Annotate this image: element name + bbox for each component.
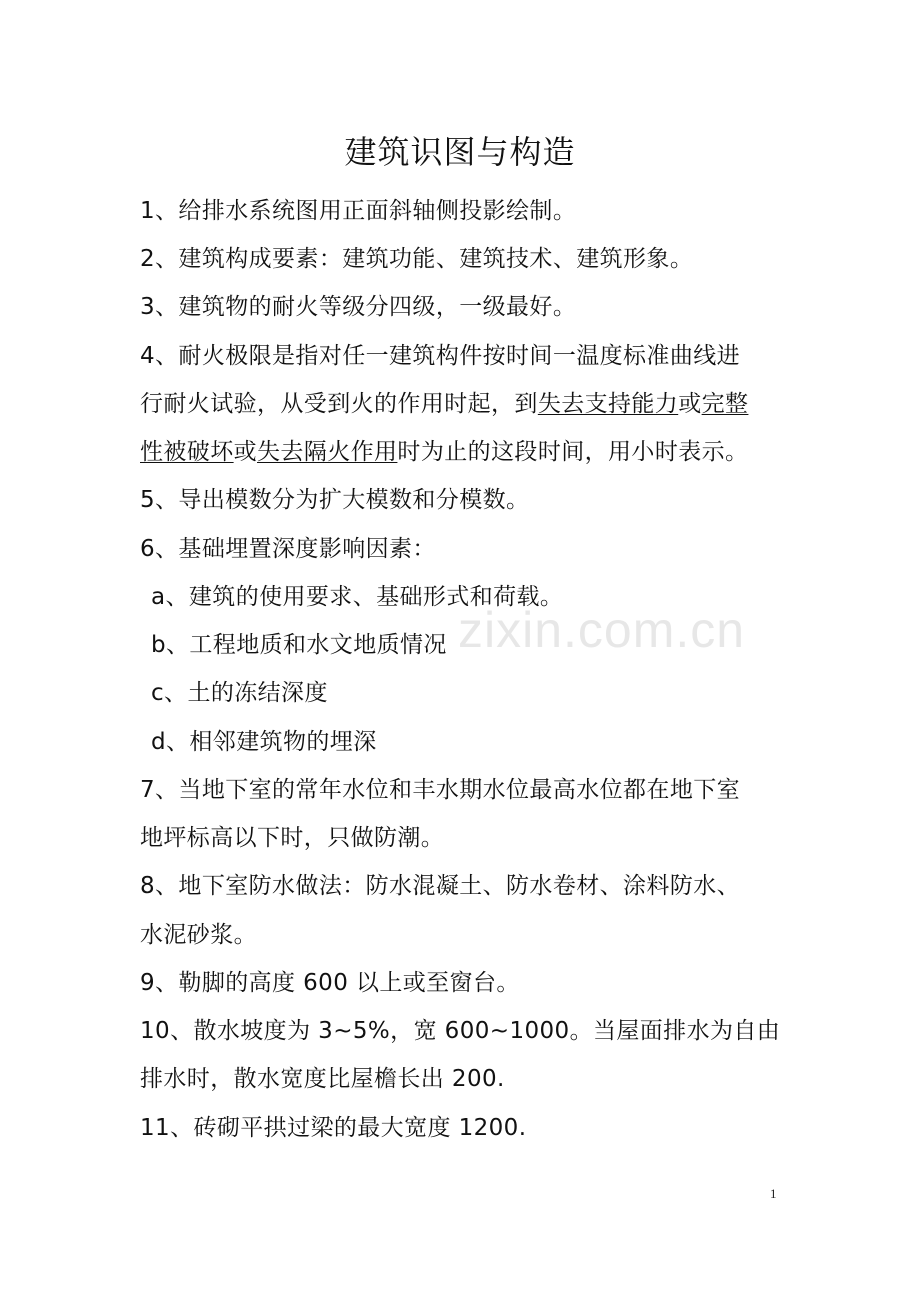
item-1: 1、给排水系统图用正面斜轴侧投影绘制。 bbox=[140, 198, 577, 224]
item-5: 5、导出模数分为扩大模数和分模数。 bbox=[140, 487, 530, 513]
page-number: 1 bbox=[770, 1186, 777, 1201]
underlined-term: 失去支持能力 bbox=[537, 391, 679, 417]
item-8-line-1: 8、地下室防水做法：防水混凝土、防水卷材、涂料防水、 bbox=[140, 873, 741, 899]
item-6-sub-b: b、工程地质和水文地质情况 bbox=[151, 632, 447, 658]
item-10-line-1: 10、散水坡度为 3~5%，宽 600~1000。当屋面排水为自由 bbox=[140, 1018, 781, 1044]
item-4-text: 时为止的这段时间，用小时表示。 bbox=[397, 439, 749, 465]
item-4-line-3 bbox=[140, 435, 748, 469]
item-11: 11、砖砌平拱过梁的最大宽度 1200. bbox=[140, 1115, 527, 1141]
item-9: 9、勒脚的高度 600 以上或至窗台。 bbox=[140, 970, 520, 996]
watermark: zixin.com.cn bbox=[458, 602, 746, 658]
item-7-line-2: 地坪标高以下时，只做防潮。 bbox=[140, 825, 445, 851]
item-6-sub-c: c、土的冻结深度 bbox=[151, 680, 328, 706]
item-6-sub-a: a、建筑的使用要求、基础形式和荷载。 bbox=[151, 584, 564, 610]
underlined-term: 失去隔火作用 bbox=[257, 439, 398, 465]
item-6-heading: 6、基础埋置深度影响因素： bbox=[140, 536, 436, 562]
underlined-term: 完整 bbox=[701, 391, 749, 417]
document-title: 建筑识图与构造 bbox=[344, 133, 576, 171]
item-7-line-1: 7、当地下室的常年水位和丰水期水位最高水位都在地下室 bbox=[140, 777, 741, 803]
item-10-line-2: 排水时，散水宽度比屋檐长出 200. bbox=[140, 1066, 505, 1092]
underlined-term: 性被破坏 bbox=[140, 439, 234, 465]
item-6-sub-d: d、相邻建筑物的埋深 bbox=[151, 729, 377, 755]
item-3: 3、建筑物的耐火等级分四级，一级最好。 bbox=[140, 294, 577, 320]
item-4-text: 或 bbox=[233, 439, 258, 465]
item-8-line-2: 水泥砂浆。 bbox=[140, 922, 257, 948]
item-4-line-2 bbox=[140, 387, 748, 421]
item-2: 2、建筑构成要素：建筑功能、建筑技术、建筑形象。 bbox=[140, 246, 694, 272]
item-4-line-1: 4、耐火极限是指对任一建筑构件按时间一温度标准曲线进 bbox=[140, 343, 741, 369]
item-4-text: 行耐火试验，从受到火的作用时起，到 bbox=[140, 391, 538, 417]
item-4-text: 或 bbox=[678, 391, 702, 417]
